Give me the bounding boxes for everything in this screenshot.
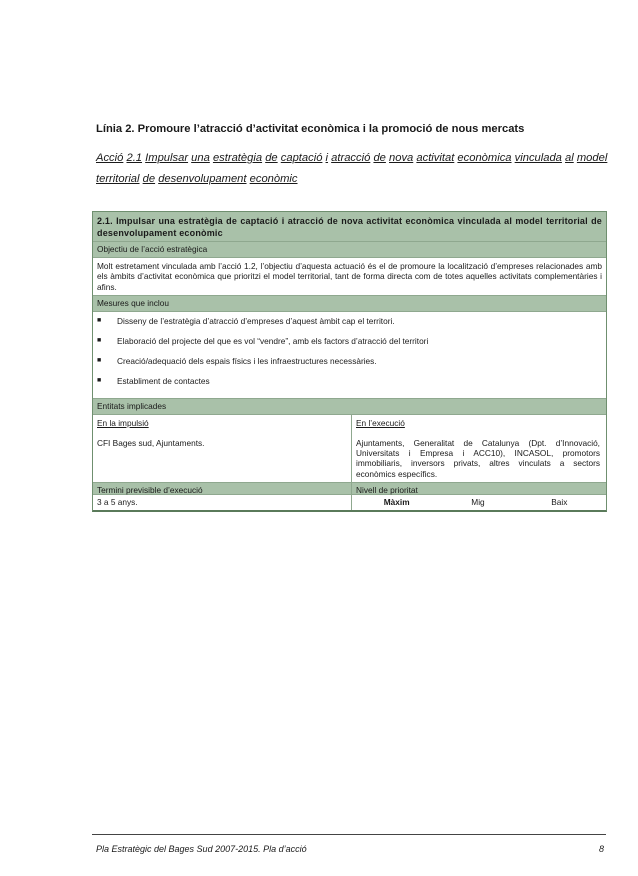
term-header: Termini previsible d’execució: [93, 483, 352, 494]
list-item: ■ Establiment de contactes: [97, 376, 210, 387]
page-number: 8: [598, 844, 604, 854]
line-title: Línia 2. Promoure l’atracció d’activitat econòmica i la promoció de nous mercats: [96, 123, 525, 135]
measures-list: [93, 311, 606, 398]
action-heading: [96, 148, 610, 190]
footer-divider: [92, 834, 606, 835]
action-word: 2.1: [126, 152, 143, 164]
footer: [96, 844, 604, 854]
action-word: activitat: [416, 152, 455, 164]
action-word: Acció: [96, 152, 124, 164]
table-title: 2.1. Impulsar una estratègia de captació i atracció de nova activitat econòmica vinculada al model territorial de desenvolupament econòmic: [93, 212, 606, 241]
entities-header: Entitats implicades: [93, 398, 606, 414]
action-word: estratègia: [212, 152, 263, 164]
impulse-text: CFI Bages sud, Ajuntaments.: [97, 437, 205, 448]
action-word: desenvolupament: [158, 173, 247, 185]
priority-options: [352, 495, 604, 509]
objective-text: Molt estretament vinculada amb l’acció 1.2, l’objectiu d’aquesta actuació és el de promoure la localització d’empreses relacionades amb els àmbits d’activitat econòmica que prioritzi el model territorial, tant de forma directa com de totes aquelles activitats complementàries i afins.: [93, 257, 606, 295]
execution-text: Ajuntaments, Generalitat de Catalunya (Dpt. d’Innovació, Universitats i Empresa i ACC10), INCASOL, promotors immobiliaris, inversors privats, altres vinculats a sectors econòmics específics.: [356, 437, 600, 479]
action-word: territorial: [96, 173, 140, 185]
execution-label: En l’execució: [356, 418, 405, 429]
action-word: atracció: [331, 152, 371, 164]
action-word: de: [373, 152, 386, 164]
action-word: i: [325, 152, 329, 164]
priority-header: Nivell de prioritat: [356, 485, 418, 496]
term-priority-header: [93, 482, 606, 494]
priority-low: Baix: [551, 497, 568, 508]
bullet-icon: ■: [97, 357, 102, 365]
bullet-icon: ■: [97, 377, 102, 385]
action-word: econòmic: [249, 173, 298, 185]
action-word: vinculada: [514, 152, 562, 164]
action-word: nova: [389, 152, 414, 164]
action-word: captació: [280, 152, 323, 164]
action-word: al: [565, 152, 574, 164]
list-item: ■ Elaboració del projecte del que es vol “vendre”, amb els factors d’atracció del territori: [97, 336, 429, 347]
action-table: [92, 211, 607, 512]
action-word: de: [265, 152, 278, 164]
impulse-label: En la impulsió: [97, 418, 149, 429]
action-word: una: [191, 152, 210, 164]
list-item: ■ Disseny de l’estratègia d’atracció d’empreses d’aquest àmbit cap el territori.: [97, 316, 395, 327]
footer-text: Pla Estratègic del Bages Sud 2007-2015. Pla d’acció: [96, 844, 307, 854]
action-word: model: [576, 152, 608, 164]
list-item: ■ Creació/adequació dels espais físics i les infraestructures necessàries.: [97, 356, 377, 367]
bullet-icon: ■: [97, 317, 102, 325]
entities-row: [93, 414, 606, 482]
action-word: econòmica: [457, 152, 512, 164]
action-word: de: [142, 173, 156, 185]
bullet-icon: ■: [97, 337, 102, 345]
execution-cell: [352, 415, 604, 482]
priority-mid: Mig: [471, 497, 485, 508]
action-word: Impulsar: [145, 152, 189, 164]
objective-header: Objectiu de l’acció estratègica: [93, 241, 606, 257]
priority-max: Màxim: [383, 497, 410, 508]
impulse-cell: [93, 415, 352, 482]
term-priority-row: [93, 494, 606, 509]
term-value: 3 a 5 anys.: [93, 495, 352, 509]
measures-header: Mesures que inclou: [93, 295, 606, 311]
